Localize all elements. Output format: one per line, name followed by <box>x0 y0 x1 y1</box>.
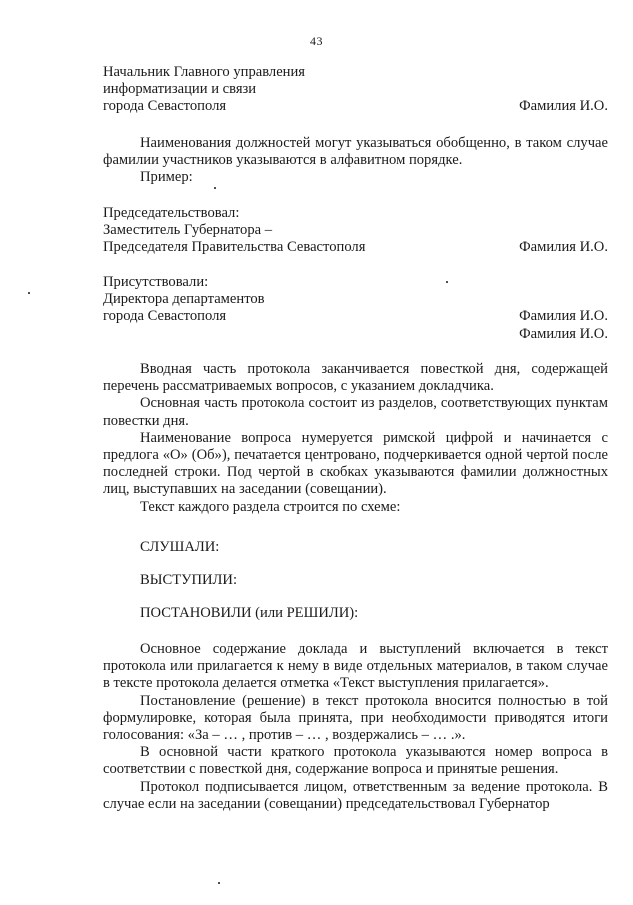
body-paragraph: Вводная часть протокола заканчивается повесткой дня, содержащей перечень рассматриваемых вопросов, с указанием докладчика. <box>103 361 608 395</box>
heading-listened <box>103 539 608 556</box>
body-paragraph: В основной части краткого протокола указываются номер вопроса в соответствии с повесткой дня, содержание вопроса и принятые решения. <box>103 744 608 778</box>
chair-line-2-row <box>103 239 608 256</box>
signature-line-2: информатизации и связи <box>103 81 257 98</box>
positions-paragraph: Наименования должностей могут указываться обобщенно, в таком случае фамилии участников указываются в алфавитном порядке. <box>103 135 608 169</box>
signature-line-3: города Севастополя <box>103 98 227 115</box>
scan-speck <box>218 882 220 884</box>
signature-line-3-row <box>103 98 608 115</box>
present-block <box>103 274 608 343</box>
chair-label: Председательствовал: <box>103 205 240 221</box>
body-paragraph: Наименование вопроса нумеруется римской цифрой и начинается с предлога «О» (Об»), печатается центровано, подчеркивается одной чертой после последней строки. Под чертой в скобках указываются фамилии должностных лиц, выступавших на заседании (совещании). <box>103 429 608 498</box>
body-section-a <box>103 361 608 516</box>
scan-speck <box>28 292 30 294</box>
chair-name: Фамилия И.О. <box>519 239 608 256</box>
present-name-2: Фамилия И.О. <box>519 325 608 342</box>
chair-block <box>103 205 608 257</box>
scan-speck <box>446 281 448 283</box>
signature-line-1: Начальник Главного управления <box>103 64 306 80</box>
present-line-1: Директора департаментов <box>103 291 265 308</box>
heading-spoke <box>103 572 608 589</box>
body-paragraph: Основная часть протокола состоит из разделов, соответствующих пунктам повестки дня. <box>103 395 608 429</box>
page-number: 43 <box>310 34 323 48</box>
signature-block <box>103 64 608 116</box>
example-label: Пример: <box>140 169 193 186</box>
scheme-intro: Текст каждого раздела строится по схеме: <box>140 498 401 515</box>
heading-resolved <box>103 605 608 622</box>
chair-line-1: Заместитель Губернатора – <box>103 222 273 239</box>
chair-line-2: Председателя Правительства Севастополя <box>103 239 366 256</box>
present-line-2: города Севастополя <box>103 308 227 325</box>
signature-name: Фамилия И.О. <box>519 98 608 115</box>
body-section-b <box>103 641 608 813</box>
body-paragraph: Основное содержание доклада и выступлений включается в текст протокола или прилагается к нему в виде отдельных материалов, в таком случае в тексте протокола делается отметка «Текст выступления прилагается». <box>103 641 608 692</box>
body-paragraph: Постановление (решение) в текст протокола вносится полностью в той формулировке, которая была принята, при необходимости приводятся итоги голосования: «За – … , против – … , воздержались – … .». <box>103 692 608 744</box>
heading-listened-text: СЛУШАЛИ: <box>140 539 220 555</box>
present-name-1: Фамилия И.О. <box>519 308 608 325</box>
body-paragraph: Протокол подписывается лицом, ответственным за ведение протокола. В случае если на заседании (совещании) председательствовал Губернатор <box>103 778 608 812</box>
present-line-2-row <box>103 308 608 325</box>
scan-speck <box>214 187 216 189</box>
heading-resolved-text: ПОСТАНОВИЛИ (или РЕШИЛИ): <box>140 605 359 621</box>
heading-spoke-text: ВЫСТУПИЛИ: <box>140 572 238 588</box>
present-label: Присутствовали: <box>103 274 209 290</box>
positions-section <box>103 135 608 187</box>
